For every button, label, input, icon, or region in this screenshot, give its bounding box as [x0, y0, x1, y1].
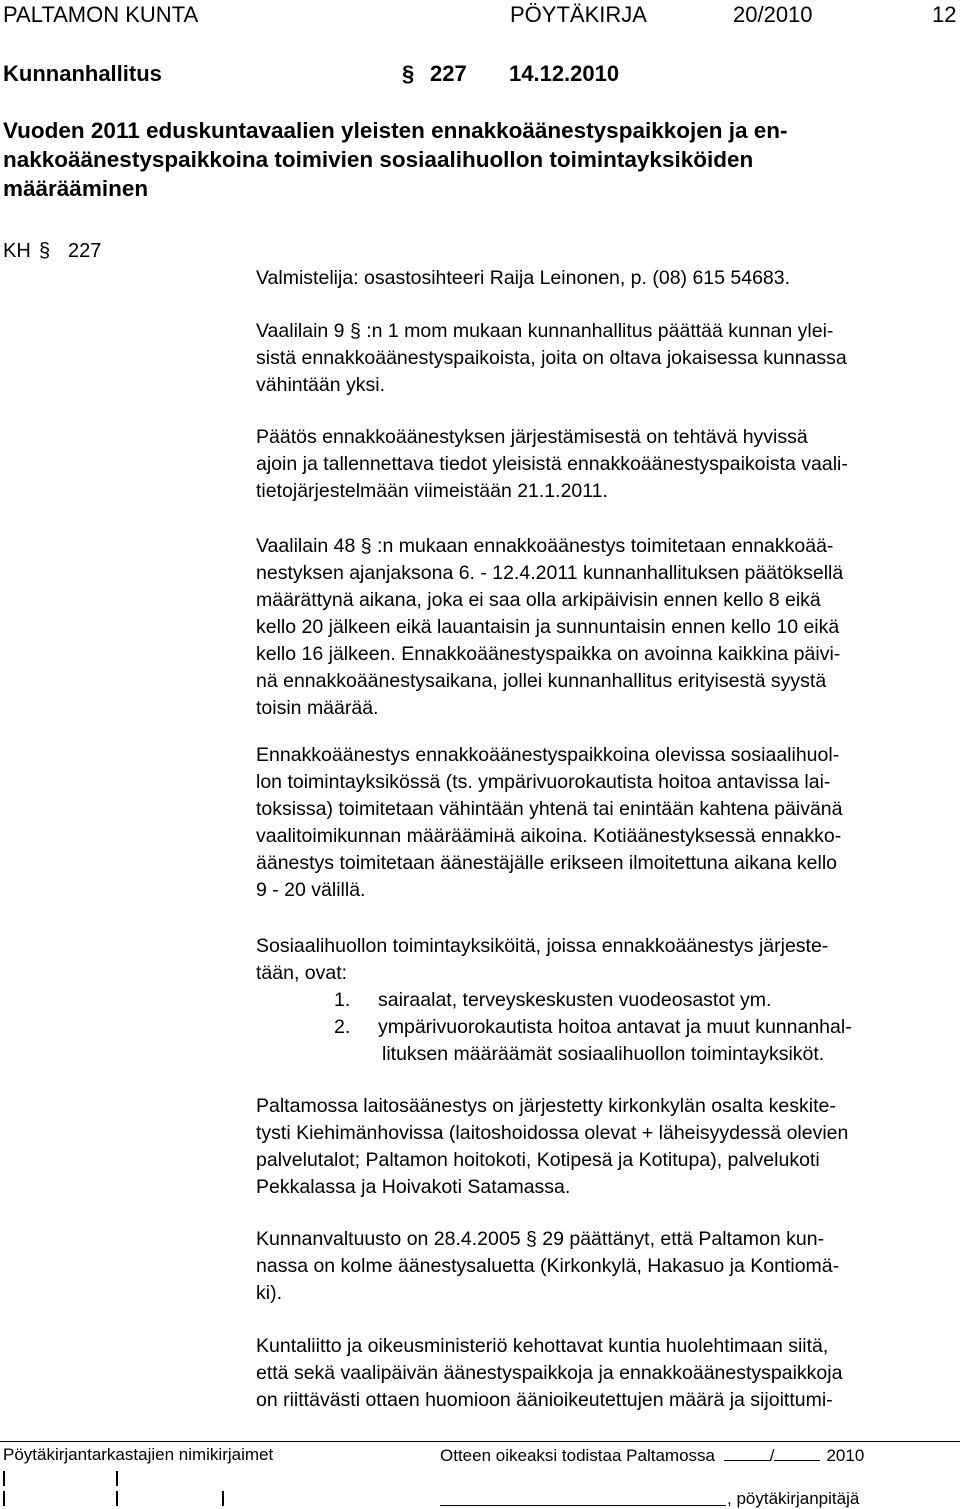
- list-number: 2.: [334, 1016, 351, 1038]
- text-line: Pekkalassa ja Hoivakoti Satamassa.: [256, 1176, 571, 1198]
- text-line: Vaalilain 48 § :n mukaan ennakkoäänestys toimitetaan ennakkoää-: [256, 535, 834, 557]
- paragraph-institutional-voting: [256, 1093, 960, 1201]
- document-number: 20/2010: [733, 2, 813, 27]
- initials-box-marker: [116, 1491, 118, 1506]
- paragraph-preparer: [256, 265, 960, 292]
- text-line: Päätös ennakkoäänestyksen järjestämisestä on tehtävä hyvissä: [256, 426, 808, 448]
- text-line: Kunnanvaltuusto on 28.4.2005 § 29 päättänyt, että Paltamon kun-: [256, 1228, 825, 1250]
- list-item: [256, 987, 960, 1014]
- text-line: toisin määrää.: [256, 697, 379, 719]
- text-line: tysti Kiehimänhovissa (laitoshoidossa olevat + läheisyydessä olevien: [256, 1122, 849, 1144]
- list-text-continued: lituksen määräämät sosiaalihuollon toimintayksiköt.: [382, 1043, 825, 1065]
- text-line: äänestys toimitetaan äänestäjälle erikseen ilmoitettuna aikana kello: [256, 852, 838, 874]
- text-line: sistä ennakkoäänestyspaikoista, joita on oltava jokaisessa kunnassa: [256, 347, 847, 369]
- text-line: Ennakkoäänestys ennakkoäänestyspaikkoina olevissa sosiaalihuol-: [256, 744, 840, 766]
- text-line: tietojärjestelmään viimeistään 21.1.2011.: [256, 480, 608, 502]
- certification-label: [440, 1445, 864, 1466]
- footer-divider: [0, 1441, 960, 1442]
- text-line: määrättynä aikana, joka ei saa olla arkipäivisin ennen kello 8 eikä: [256, 589, 821, 611]
- text-line: toksissa) toimitetaan vähintään yhtenä tai enintään kahtena päivänä: [256, 798, 843, 820]
- document-type: PÖYTÄKIRJA: [510, 2, 647, 27]
- text-line: ki).: [256, 1282, 282, 1304]
- board-name: Kunnanhallitus: [3, 61, 162, 86]
- signatures-label: Pöytäkirjantarkastajien nimikirjaimet: [3, 1445, 274, 1464]
- text-line: on riittävästi ottaen huomioon äänioikeutettujen määrä ja sijoittumi-: [256, 1389, 833, 1411]
- minutes-keeper-label: , pöytäkirjanpitäjä: [727, 1489, 860, 1508]
- text-line: Sosiaalihuollon toimintayksiköitä, joissa ennakkoäänestys järjeste-: [256, 935, 829, 957]
- certified-year: 2010: [826, 1446, 865, 1465]
- text-line: kello 16 jälkeen. Ennakkoäänestyspaikka on avoinna kaikkina päivi-: [256, 643, 841, 665]
- kh-section-sign: §: [39, 240, 51, 262]
- section-number: 227: [430, 61, 467, 86]
- initials-box-marker: [3, 1491, 5, 1506]
- certified-text: Otteen oikeaksi todistaa Paltamossa: [440, 1446, 715, 1465]
- day-blank: [724, 1445, 770, 1461]
- text-line: ajoin ja tallennettava tiedot yleisistä ennakkoäänestyspaikoista vaali-: [256, 453, 848, 475]
- paragraph-social-care-voting: [256, 742, 960, 904]
- list-item: [256, 1014, 960, 1041]
- paragraph-decision: [256, 424, 960, 505]
- list-text: ympärivuorokautista hoitoa antavat ja muut kunnanhal-: [378, 1016, 852, 1038]
- text-line: vähintään yksi.: [256, 374, 385, 396]
- kh-number: 227: [68, 240, 102, 262]
- text-line: Valmistelija: osastosihteeri Raija Leinonen, p. (08) 615 54683.: [256, 267, 791, 289]
- text-line: tään, ovat:: [256, 962, 348, 984]
- page-number: 12: [932, 2, 957, 27]
- title-line: määrääminen: [3, 176, 149, 201]
- document-title: [3, 116, 788, 203]
- month-blank: [774, 1445, 820, 1461]
- title-line: Vuoden 2011 eduskuntavaalien yleisten ennakkoäänestyspaikkojen ja en-: [3, 118, 788, 143]
- kh-label: KH: [3, 240, 31, 262]
- section-sign: §: [402, 61, 415, 86]
- text-line: palvelutalot; Paltamon hoitokoti, Kotipesä ja Kotitupa), palvelukoti: [256, 1149, 820, 1171]
- text-line: nassa on kolme äänestysaluetta (Kirkonkylä, Hakasuo ja Kontiomä-: [256, 1255, 840, 1277]
- text-line: vaalitoimikunnan määräämінä aikoina. Kotiäänestyksessä ennakko-: [256, 825, 842, 847]
- initials-box-marker: [3, 1471, 5, 1486]
- paragraph-election-law-48: [256, 533, 960, 722]
- meeting-date: 14.12.2010: [509, 61, 620, 86]
- paragraph-recommendation: [256, 1333, 960, 1414]
- text-line: 9 - 20 välillä.: [256, 879, 366, 901]
- list-number: 1.: [334, 989, 351, 1011]
- municipality-name: PALTAMON KUNTA: [3, 2, 199, 27]
- title-line: nakkoäänestyspaikkoina toimivien sosiaalihuollon toimintayksiköiden: [3, 147, 754, 172]
- paragraph-voting-districts: [256, 1226, 960, 1307]
- text-line: lon toimintayksikössä (ts. ympärivuorokautista hoitoa antavissa lai-: [256, 771, 831, 793]
- keeper-signature-line: [440, 1505, 726, 1506]
- date-slash: /: [769, 1446, 775, 1465]
- paragraph-election-law-9: [256, 318, 960, 399]
- list-text: sairaalat, terveyskeskusten vuodeosastot ym.: [378, 989, 772, 1011]
- text-line: kello 20 jälkeen eikä lauantaisin ja sunnuntaisin ennen kello 10 eikä: [256, 616, 840, 638]
- text-line: Vaalilain 9 § :n 1 mom mukaan kunnanhallitus päättää kunnan ylei-: [256, 320, 834, 342]
- paragraph-units: [256, 933, 960, 1068]
- text-line: nestyksen ajanjaksona 6. - 12.4.2011 kunnanhallituksen päätöksellä: [256, 562, 844, 584]
- text-line: Paltamossa laitosäänestys on järjestetty kirkonkylän osalta keskite-: [256, 1095, 836, 1117]
- initials-box-marker: [222, 1491, 224, 1506]
- text-line: että sekä vaalipäivän äänestyspaikkoja ja ennakkoäänestyspaikkoja: [256, 1362, 843, 1384]
- text-line: nä ennakkoäänestysaikana, jollei kunnanhallitus erityisestä syystä: [256, 670, 827, 692]
- text-line: Kuntaliitto ja oikeusministeriö kehottavat kuntia huolehtimaan siitä,: [256, 1335, 829, 1357]
- initials-box-marker: [116, 1471, 118, 1486]
